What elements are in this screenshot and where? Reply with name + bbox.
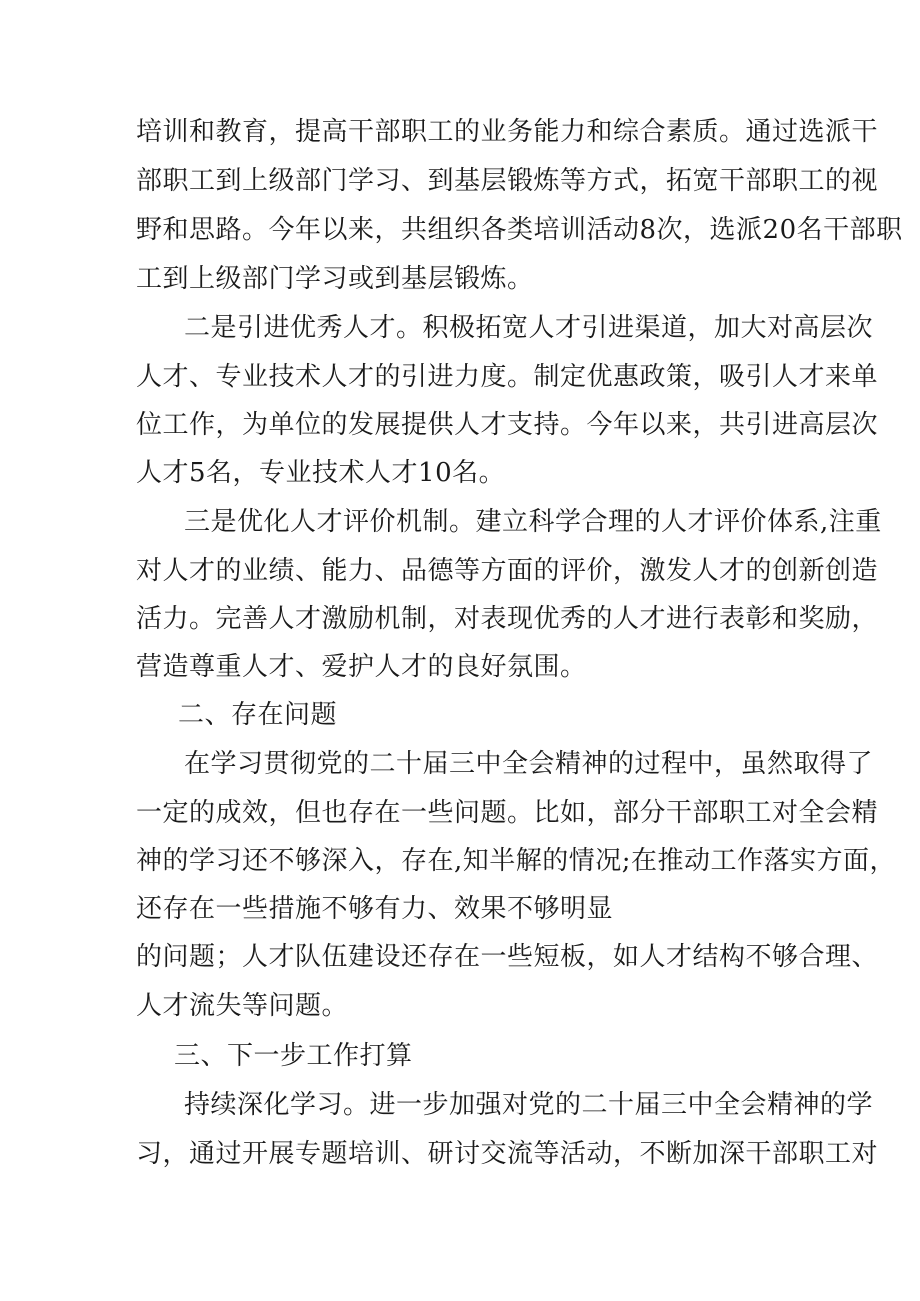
text-line: 还存在一些措施不够有力、效果不够明显 — [136, 894, 614, 924]
section-heading: 二、存在问题 — [178, 700, 338, 730]
text-line: 营造尊重人才、爱护人才的良好氛围。 — [136, 652, 587, 682]
text-line: 活力。完善人才激励机制，对表现优秀的人才进行表彰和奖励， — [136, 604, 879, 634]
text-line: 位工作，为单位的发展提供人才支持。今年以来，共引进高层次 — [136, 410, 879, 440]
text-line: 人才5名，专业技术人才10名。 — [136, 458, 506, 488]
text-line: 习，通过开展专题培训、研讨交流等活动，不断加深干部职工对 — [136, 1139, 879, 1169]
text-line: 人才、专业技术人才的引进力度。制定优惠政策，吸引人才来单 — [136, 362, 879, 392]
section-heading: 三、下一步工作打算 — [174, 1041, 413, 1071]
paragraph-start: 三是优化人才评价机制。建立科学合理的人才评价体系,注重 — [184, 507, 882, 537]
text-line: 一定的成效，但也存在一些问题。比如，部分干部职工对全会精 — [136, 798, 879, 828]
text-line: 部职工到上级部门学习、到基层锻炼等方式，拓宽干部职工的视 — [136, 166, 879, 196]
text-line: 工到上级部门学习或到基层锻炼。 — [136, 264, 534, 294]
text-line: 的问题；人才队伍建设还存在一些短板，如人才结构不够合理、 — [136, 942, 879, 972]
text-line: 对人才的业绩、能力、品德等方面的评价，激发人才的创新创造 — [136, 556, 879, 586]
paragraph-start: 持续深化学习。进一步加强对党的二十届三中全会精神的学 — [184, 1090, 874, 1120]
paragraph-start: 二是引进优秀人才。积极拓宽人才引进渠道，加大对高层次 — [184, 313, 874, 343]
text-line: 神的学习还不够深入，存在,知半解的情况;在推动工作落实方面， — [136, 846, 897, 876]
text-line: 野和思路。今年以来，共组织各类培训活动8次，选派20名干部职 — [136, 215, 903, 245]
text-line: 人才流失等问题。 — [136, 991, 349, 1021]
paragraph-start: 在学习贯彻党的二十届三中全会精神的过程中，虽然取得了 — [184, 749, 874, 779]
text-line: 培训和教育，提高干部职工的业务能力和综合素质。通过选派干 — [136, 117, 879, 147]
